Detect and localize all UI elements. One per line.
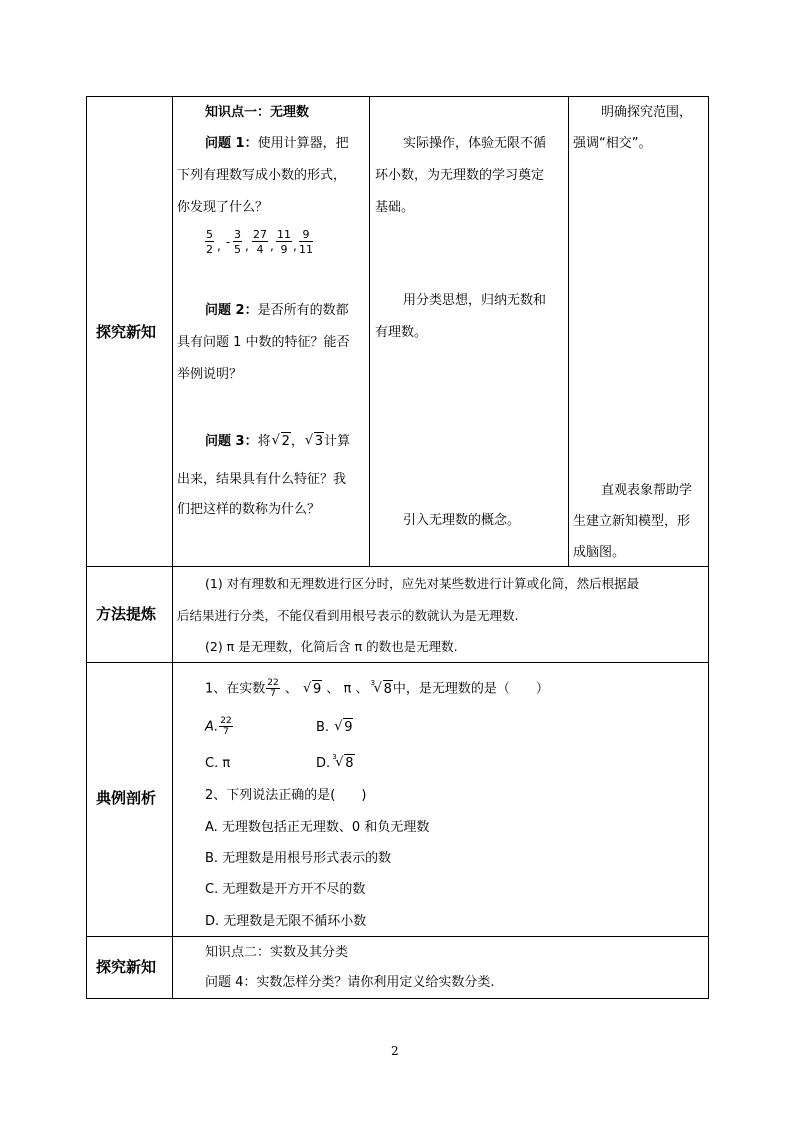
question-2-line-3: 举例说明？ [177,367,243,382]
knowledge-point-title: 知识点一：无理数 [205,105,310,120]
question-3-line-3: 们把这样的数称为什么？ [177,502,321,517]
example-2-option-d: D. 无理数是无限不循环小数 [205,914,367,929]
method-point-1-line-1: (1) 对有理数和无理数进行区分时，应先对某些数进行计算或化简，然后根据最 [205,576,640,591]
question-2-label: 问题 2： [205,303,258,318]
student-activity-1-line-2: 环小数，为无理数的学习奠定 [375,168,545,183]
question-2-text: 是否所有的数都 [257,303,349,318]
table-right-border [708,96,709,999]
option-d: D. 3 √ 8 [316,753,354,771]
header-column-divider [172,96,173,999]
student-activity-1-line-3: 基础。 [375,200,415,215]
student-activity-3-line-1: 引入无理数的概念。 [403,513,521,528]
fraction-3-5: $\frac{3}{5}$ [234,228,241,256]
sqrt-9: √ 9 [334,719,353,735]
example-2-option-a: A. 无理数包括正无理数、0 和负无理数 [205,820,430,835]
cube-root-8: 3 √ 8 [370,678,392,697]
example-2-option-b: B. 无理数是用根号形式表示的数 [205,851,392,866]
question-2-line-2: 具有问题 1 中数的特征？能否 [177,335,350,350]
student-activity-2-line-2: 有理数。 [375,325,428,340]
row-divider-1 [86,566,709,567]
example-1-question: 1、在实数 $\frac{22}{7}$ 、 √ 9 、 π 、 3 √ 8中，是无理数的是（ ） [205,678,549,699]
question-1-line-1 [205,137,349,150]
fraction-separator: , [270,239,274,253]
sqrt-3: √ 3 [304,433,324,449]
example-2-option-c: C. 无理数是开方开不尽的数 [205,882,366,897]
fraction-9-11: $\frac{9}{11}$ [299,228,313,256]
fraction-separator: , [293,239,297,253]
option-c: C. π [205,756,231,771]
intent-1-line-2: 强调“相交”。 [573,136,652,151]
student-column-divider [369,96,370,567]
fraction-27-4: $\frac{27}{4}$ [253,228,267,256]
knowledge-point-2-title: 知识点二：实数及其分类 [205,945,349,960]
table-bottom-border [86,998,709,999]
table-left-border [86,96,87,999]
intent-2-line-3: 成脑图。 [573,545,626,560]
option-b: B. √ 9 [316,719,353,735]
sqrt-9: √ 9 [303,680,322,697]
row-header-explore-2: 探究新知 [96,958,157,976]
row-header-examples: 典例剖析 [96,789,157,807]
fraction-separator: , [217,239,221,253]
question-1-text: 使用计算器，把 [257,136,349,151]
question-1-label: 问题 1： [205,136,258,151]
page-number: 2 [391,1044,399,1058]
cube-root-8: 3 √ 8 [332,753,354,771]
example-2-question: 2、下列说法正确的是( ) [205,788,367,803]
question-4: 问题 4：实数怎样分类？请你利用定义给实数分类. [205,975,495,990]
intent-2-line-2: 生建立新知模型，形 [573,514,691,529]
method-point-1-line-2: 后结果进行分类，不能仅看到用根号表示的数就认为是无理数. [177,608,519,623]
fraction-11-9: $\frac{11}{9}$ [277,228,291,256]
intent-column-divider [568,96,569,567]
minus-sign: - [226,235,231,249]
intent-2-line-1: 直观表象帮助学 [601,483,693,498]
intent-1-line-1: 明确探究范围， [601,105,693,120]
fraction-22-7: $\frac{22}{7}$ [267,678,279,699]
question-1-line-3: 你发现了什么？ [177,200,269,215]
fraction-separator: , [245,239,249,253]
row-divider-3 [86,936,709,937]
fraction-5-2: $\frac{5}{2}$ [206,228,213,256]
table-top-border [86,96,709,97]
question-3-label: 问题 3： [205,434,258,449]
question-1-line-2: 下列有理数写成小数的形式， [177,168,347,183]
sqrt-2: √ 2 [271,433,290,449]
method-point-2: (2) π 是无理数，化简后含 π 的数也是无理数. [205,639,458,654]
row-header-method: 方法提炼 [96,605,157,623]
student-activity-1-line-1: 实际操作，体验无限不循 [403,136,547,151]
option-a: A. $\frac{22}{7}$ [205,716,232,737]
question-3-line-2: 出来，结果具有什么特征？我 [177,472,347,487]
fraction-22-7: $\frac{22}{7}$ [220,716,232,737]
student-activity-2-line-1: 用分类思想，归纳无数和 [403,293,547,308]
question-3-line-1: 问题 3：将 √ 2， √ 3计算 [205,433,351,449]
question-2-line-1 [205,304,349,317]
row-divider-2 [86,662,709,663]
row-header-explore: 探究新知 [96,323,157,341]
